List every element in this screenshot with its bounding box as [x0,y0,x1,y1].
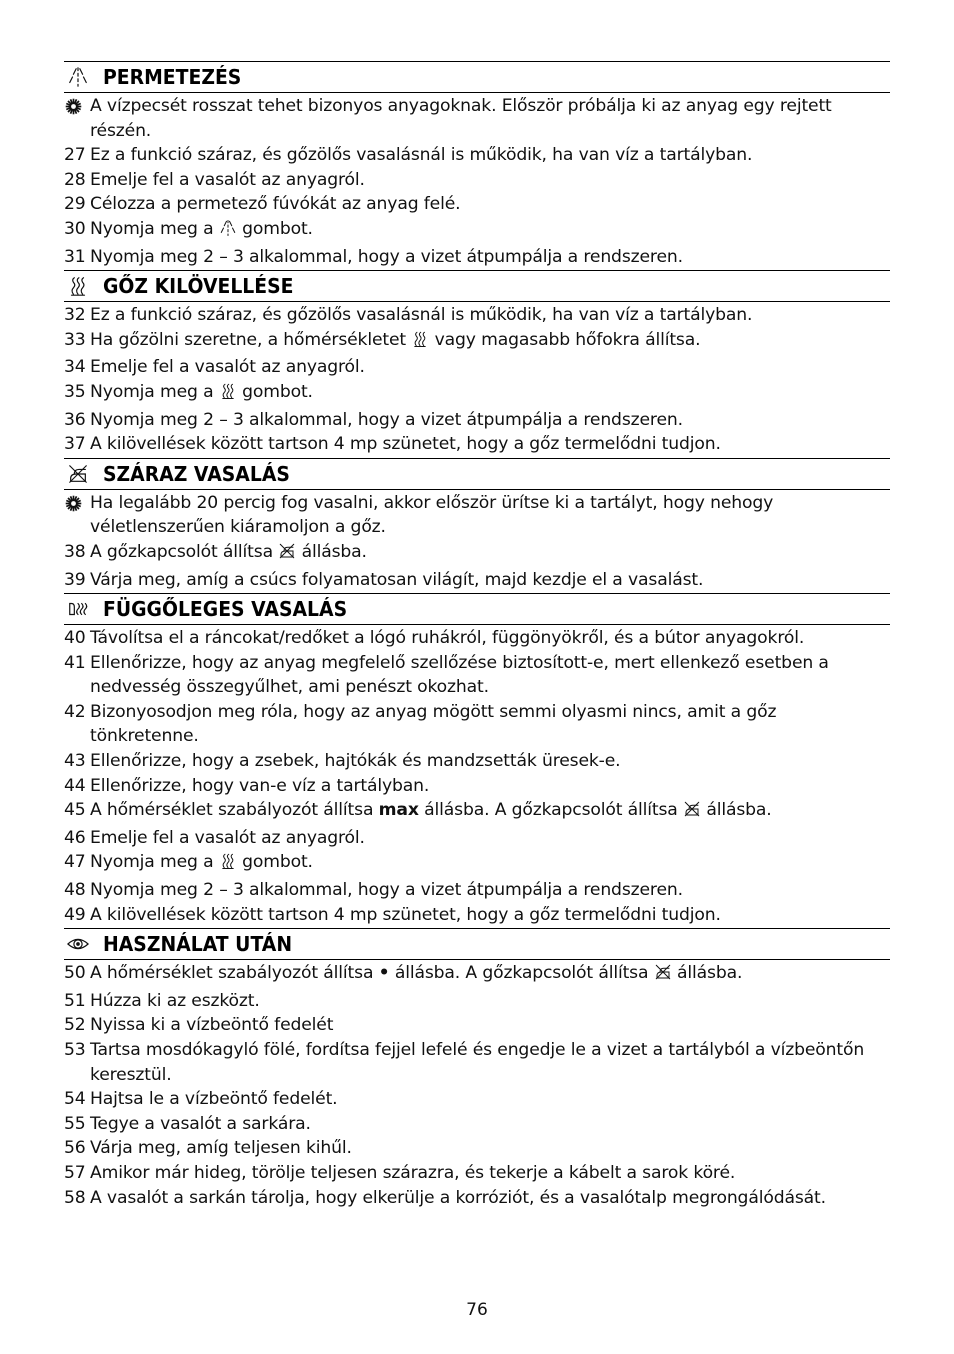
step-text: gombot. [236,218,313,239]
section-title: GŐZ KILÖVELLÉSE [103,274,294,299]
step-text: A kilövellések között tartson 4 mp szünetet, hogy a gőz termelődni tudjon. [90,434,721,455]
step-number: 34 [64,357,86,378]
list-item [64,1161,890,1186]
list-item [64,700,890,749]
step-text: Tegye a vasalót a sarkára. [90,1113,311,1134]
step-text: Ellenőrizze, hogy a zsebek, hajtókák és mandzsetták üresek-e. [90,751,621,772]
step-text: Nyomja meg a [90,852,219,873]
list-item [64,1186,890,1211]
instruction-list [64,625,890,928]
steam-shot-icon [219,852,237,878]
dry-iron-icon [64,463,92,485]
step-text: Nyomja meg a [90,381,219,402]
list-item [64,626,890,651]
vertical-steam-icon [64,598,92,620]
warning-icon [65,98,82,115]
warning-note [64,491,890,540]
list-item [64,192,890,217]
warning-text: A vízpecsét rosszat tehet bizonyos anyagoknak. Először próbálja ki az anyag egy rejtett részén. [90,96,832,141]
step-number: 38 [64,541,86,562]
step-text: Nyomja meg 2 – 3 alkalommal, hogy a vizet átpumpálja a rendszeren. [90,246,683,267]
step-number: 43 [64,751,86,772]
dry-iron-icon [278,542,296,568]
section-header [64,61,890,93]
step-text: Húzza ki az eszközt. [90,990,260,1011]
setting-value: max [378,800,419,821]
list-item [64,798,890,826]
list-item [64,903,890,928]
step-number: 51 [64,990,86,1011]
step-text: Várja meg, amíg teljesen kihűl. [90,1138,352,1159]
list-item [64,540,890,568]
step-number: 45 [64,800,86,821]
steam-shot-icon [219,382,237,408]
step-text: A gőzkapcsolót állítsa [90,541,279,562]
step-text: Nyomja meg 2 – 3 alkalommal, hogy a vizet átpumpálja a rendszeren. [90,409,683,430]
step-number: 53 [64,1040,86,1060]
page-number: 76 [466,1300,488,1320]
step-text: gombot. [236,381,313,402]
list-item [64,826,890,851]
step-number: 32 [64,305,86,326]
step-number: 48 [64,880,86,901]
step-number: 57 [64,1162,86,1183]
step-number: 50 [64,963,86,984]
step-text: Emelje fel a vasalót az anyagról. [90,357,365,378]
step-number: 49 [64,904,86,925]
step-text: Bizonyosodjon meg róla, hogy az anyag mögött semmi olyasmi nincs, amit a gőz tönkretenne. [90,701,777,747]
spray-icon [219,219,237,245]
list-item [64,328,890,356]
list-item [64,1013,890,1038]
instruction-list [64,93,890,270]
step-number: 40 [64,628,86,649]
step-text: állásba. [671,963,743,984]
steam-shot-icon [64,275,92,297]
section-header [64,593,890,625]
step-number: 30 [64,218,86,239]
list-item [64,432,890,457]
list-item [64,774,890,799]
step-text: Célozza a permetező fúvókát az anyag felé. [90,194,461,215]
list-item [64,408,890,433]
section-1 [64,61,890,270]
step-text: Emelje fel a vasalót az anyagról. [90,827,365,848]
section-title: SZÁRAZ VASALÁS [103,461,290,486]
list-item [64,217,890,245]
step-text: állásba. A gőzkapcsolót állítsa [389,963,654,984]
step-text: A kilövellések között tartson 4 mp szünetet, hogy a gőz termelődni tudjon. [90,904,721,925]
step-number: 35 [64,381,86,402]
step-text: Tartsa mosdókagyló fölé, fordítsa fejjel lefelé és engedje le a vizet a tartályból a vízbeöntőn keresztül. [90,1040,865,1085]
step-number: 42 [64,701,86,722]
step-number: 31 [64,246,86,267]
step-text: gombot. [236,852,313,873]
list-item [64,303,890,328]
instruction-list [64,960,890,1211]
manual-page-content [64,61,890,1211]
list-item [64,1087,890,1112]
instruction-list [64,490,890,593]
step-number: 46 [64,827,86,848]
step-number: 55 [64,1113,86,1134]
section-3 [64,458,890,593]
list-item [64,245,890,270]
step-text: A hőmérséklet szabályozót állítsa [90,800,379,821]
step-text: Emelje fel a vasalót az anyagról. [90,169,365,190]
list-item [64,1038,890,1087]
step-text: Ez a funkció száraz, és gőzölős vasalásnál is működik, ha van víz a tartályban. [90,145,753,166]
step-number: 58 [64,1187,86,1208]
step-number: 33 [64,329,86,350]
step-number: 37 [64,434,86,455]
section-header [64,928,890,960]
section-4 [64,593,890,928]
list-item [64,961,890,989]
warning-note [64,94,890,143]
eye-icon [64,933,92,955]
list-item [64,850,890,878]
section-title: FÜGGŐLEGES VASALÁS [103,597,348,622]
step-text: Ez a funkció száraz, és gőzölős vasalásnál is működik, ha van víz a tartályban. [90,305,753,326]
list-item [64,143,890,168]
section-2 [64,270,890,458]
section-5 [64,928,890,1211]
section-title: HASZNÁLAT UTÁN [103,932,293,957]
list-item [64,1136,890,1161]
warning-icon [65,495,82,512]
list-item [64,1112,890,1137]
setting-value: • [378,963,390,984]
list-item [64,749,890,774]
step-text: Várja meg, amíg a csúcs folyamatosan világít, majd kezdje el a vasalást. [90,569,704,590]
step-number: 47 [64,852,86,873]
dry-iron-icon [683,800,701,826]
list-item [64,355,890,380]
list-item [64,380,890,408]
step-number: 28 [64,169,86,190]
list-item [64,651,890,700]
step-number: 27 [64,145,86,166]
step-number: 54 [64,1089,86,1110]
step-number: 56 [64,1138,86,1159]
step-text: állásba. [701,800,772,821]
step-text: Amikor már hideg, törölje teljesen szárazra, és tekerje a kábelt a sarok köré. [90,1162,736,1183]
step-text: Nyomja meg a [90,218,219,239]
section-header [64,270,890,302]
list-item [64,168,890,193]
step-text: állásba. [296,541,367,562]
warning-text: Ha legalább 20 percig fog vasalni, akkor először ürítse ki a tartályt, hogy nehogy véletlenszerűen kiáramoljon a gőz. [90,492,774,538]
instruction-list [64,302,890,458]
step-number: 29 [64,194,86,215]
step-number: 44 [64,775,86,796]
step-text: Távolítsa el a ráncokat/redőket a lógó ruhákról, függönyökről, és a bútor anyagokról. [90,628,805,649]
dry-iron-icon [654,963,672,989]
section-title: PERMETEZÉS [103,65,242,89]
step-text: Nyissa ki a vízbeöntő fedelét [90,1015,334,1036]
step-text: Nyomja meg 2 – 3 alkalommal, hogy a vizet átpumpálja a rendszeren. [90,880,683,901]
step-text: Ellenőrizze, hogy van-e víz a tartályban. [90,775,430,796]
list-item [64,989,890,1014]
step-number: 52 [64,1015,86,1036]
section-header [64,458,890,490]
step-text: Ellenőrizze, hogy az anyag megfelelő szellőzése biztosított-e, mert ellenkező esetben a nedvesség összegyűlhet, ami penészt okozhat. [90,652,829,698]
list-item [64,878,890,903]
step-text: A hőmérséklet szabályozót állítsa [90,963,379,984]
list-item [64,568,890,593]
step-text: állásba. A gőzkapcsolót állítsa [418,800,683,821]
step-text: Hajtsa le a vízbeöntő fedelét. [90,1089,338,1110]
step-number: 41 [64,652,86,673]
step-text: vagy magasabb hőfokra állítsa. [429,329,701,350]
step-number: 39 [64,569,86,590]
spray-icon [64,66,92,88]
step-number: 36 [64,409,86,430]
steam-shot-icon [411,330,429,356]
step-text: Ha gőzölni szeretne, a hőmérsékletet [90,329,412,350]
step-text: A vasalót a sarkán tárolja, hogy elkerülje a korróziót, és a vasalótalp megrongálódását. [90,1187,826,1208]
